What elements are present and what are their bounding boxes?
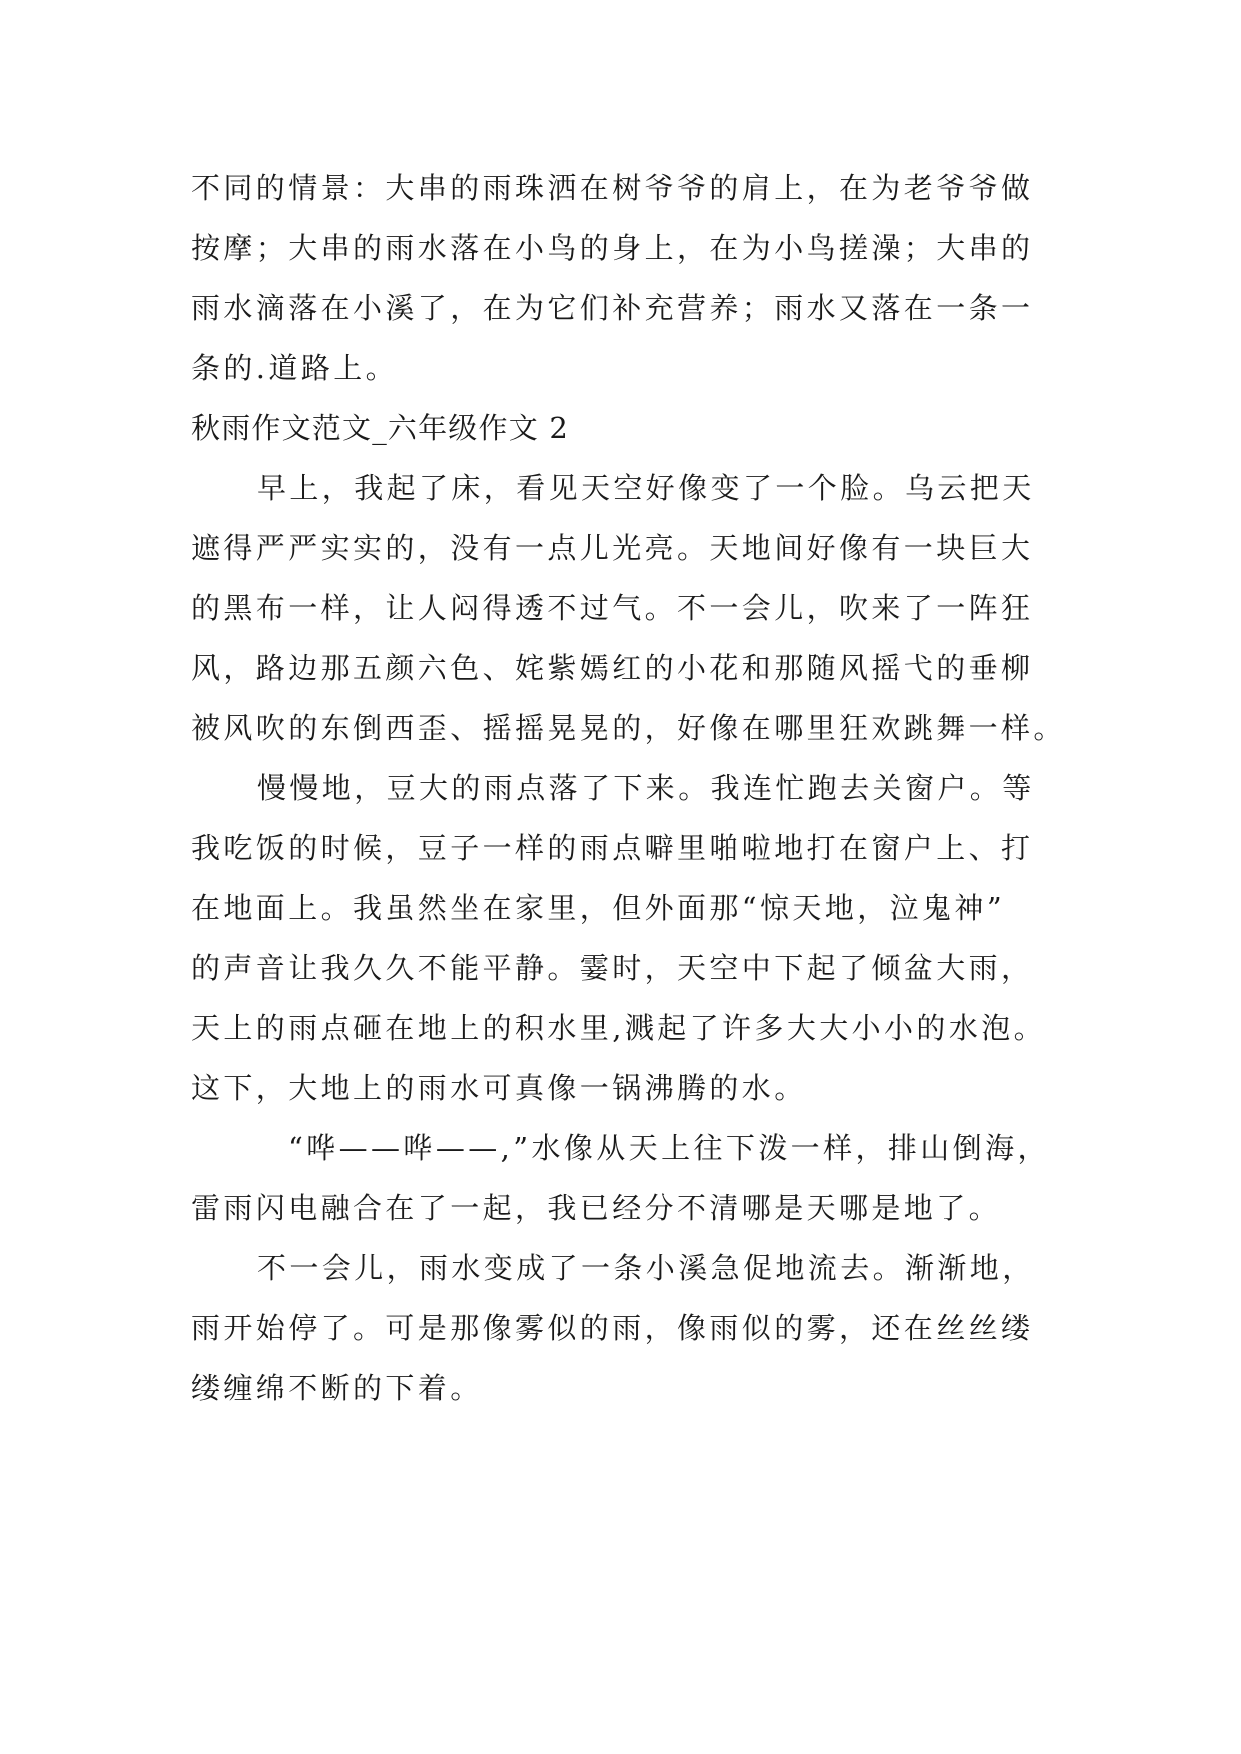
paragraph-line: 早上，我起了床，看见天空好像变了一个脸。乌云把天	[257, 471, 1035, 505]
paragraph-line: 不同的情景：大串的雨珠洒在树爷爷的肩上，在为老爷爷做	[191, 171, 1034, 205]
paragraph-line: 不一会儿，雨水变成了一条小溪急促地流去。渐渐地，	[257, 1251, 1035, 1285]
paragraph-line: “哗——哗——,”水像从天上往下泼一样，排山倒海，	[288, 1131, 1050, 1165]
paragraph-line: 风，路边那五颜六色、姹紫嫣红的小花和那随风摇弋的垂柳	[191, 651, 1034, 685]
paragraph-line: 这下，大地上的雨水可真像一锅沸腾的水。	[191, 1071, 807, 1105]
paragraph-line: 在地面上。我虽然坐在家里，但外面那“惊天地，泣鬼神”	[191, 891, 1006, 925]
document-body	[191, 158, 1066, 1418]
paragraph-line: 被风吹的东倒西歪、摇摇晃晃的，好像在哪里狂欢跳舞一样。	[191, 711, 1066, 745]
paragraph-line: 按摩；大串的雨水落在小鸟的身上，在为小鸟搓澡；大串的	[191, 231, 1034, 265]
paragraph-line: 慢慢地，豆大的雨点落了下来。我连忙跑去关窗户。等	[257, 771, 1035, 805]
paragraph-line: 天上的雨点砸在地上的积水里,溅起了许多大大小小的水泡。	[191, 1011, 1047, 1045]
paragraph-line: 的黑布一样，让人闷得透不过气。不一会儿，吹来了一阵狂	[191, 591, 1034, 625]
paragraph-line: 的声音让我久久不能平静。霎时，天空中下起了倾盆大雨，	[191, 951, 1034, 985]
paragraph-line: 条的.道路上。	[191, 351, 399, 385]
paragraph-line: 雷雨闪电融合在了一起，我已经分不清哪是天哪是地了。	[191, 1191, 1002, 1225]
paragraph-line: 雨水滴落在小溪了，在为它们补充营养；雨水又落在一条一	[191, 291, 1034, 325]
paragraph-line: 遮得严严实实的，没有一点儿光亮。天地间好像有一块巨大	[191, 531, 1034, 565]
paragraph-line: 雨开始停了。可是那像雾似的雨，像雨似的雾，还在丝丝缕	[191, 1311, 1034, 1345]
section-title: 秋雨作文范文_六年级作文 2	[191, 411, 569, 445]
paragraph-line: 缕缠绵不断的下着。	[191, 1371, 483, 1405]
paragraph-line: 我吃饭的时候，豆子一样的雨点噼里啪啦地打在窗户上、打	[191, 831, 1034, 865]
